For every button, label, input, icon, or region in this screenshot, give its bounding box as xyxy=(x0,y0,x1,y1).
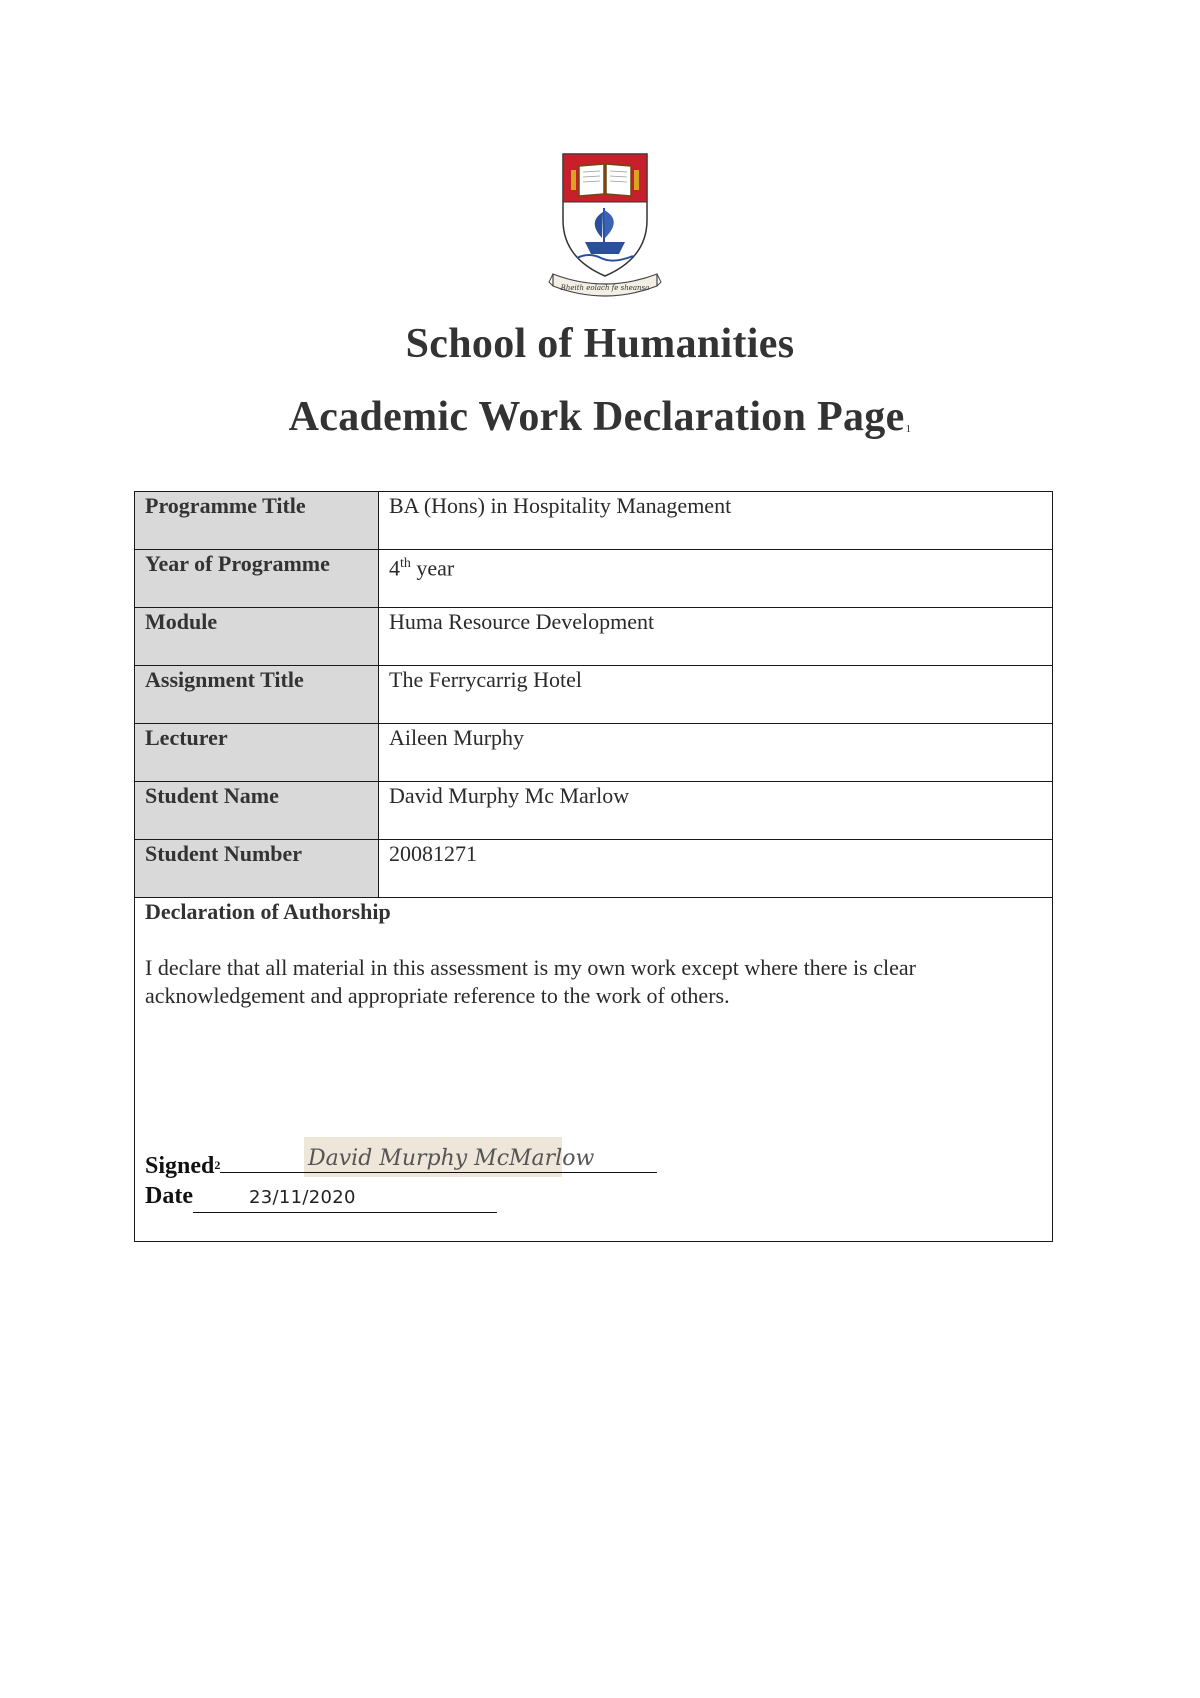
table-row-module xyxy=(135,608,1053,666)
footnote-marker-2: 2 xyxy=(214,1158,221,1172)
year-of-programme-label: Year of Programme xyxy=(135,550,379,608)
page-title-declaration xyxy=(0,393,1200,441)
footnote-marker-1: 1 xyxy=(905,423,912,435)
date-line xyxy=(145,1182,497,1213)
table-row-student-number xyxy=(135,840,1053,898)
programme-title-value: BA (Hons) in Hospitality Management xyxy=(379,492,1053,550)
signed-label: Signed xyxy=(145,1153,215,1179)
declaration-heading: Declaration of Authorship xyxy=(145,899,391,924)
date-label: Date xyxy=(145,1183,193,1209)
signature-text: David Murphy McMarlow xyxy=(308,1146,595,1171)
table-row-year-of-programme xyxy=(135,550,1053,608)
date-value: 23/11/2020 xyxy=(193,1184,497,1213)
table-row-student-name xyxy=(135,782,1053,840)
crest-motto: Bheith eolach fe sheansa xyxy=(560,284,650,292)
lecturer-value: Aileen Murphy xyxy=(379,724,1053,782)
year-number: 4 xyxy=(389,555,400,581)
signed-line xyxy=(145,1150,657,1183)
student-number-value: 20081271 xyxy=(379,840,1053,898)
assignment-title-label: Assignment Title xyxy=(135,666,379,724)
table-row-declaration xyxy=(135,898,1053,1242)
school-title-text: School of Humanities xyxy=(405,321,795,367)
table-row-programme-title xyxy=(135,492,1053,550)
student-number-label: Student Number xyxy=(135,840,379,898)
signature-underline xyxy=(220,1150,657,1173)
assignment-title-value: The Ferrycarrig Hotel xyxy=(379,666,1053,724)
declaration-table xyxy=(134,491,1053,1242)
table-row-lecturer xyxy=(135,724,1053,782)
lecturer-label: Lecturer xyxy=(135,724,379,782)
year-word: year xyxy=(410,555,455,581)
module-label: Module xyxy=(135,608,379,666)
declaration-cell xyxy=(135,898,1053,1242)
university-crest-logo xyxy=(549,150,661,300)
declaration-text: I declare that all material in this assessment is my own work except where there is clear acknowledgement and appropriate reference to the work of others. xyxy=(145,955,916,1008)
year-ordinal-suffix: th xyxy=(400,556,411,571)
programme-title-label: Programme Title xyxy=(135,492,379,550)
student-name-label: Student Name xyxy=(135,782,379,840)
table-row-assignment-title xyxy=(135,666,1053,724)
declaration-title-text: Academic Work Declaration Page xyxy=(288,394,905,440)
module-value: Huma Resource Development xyxy=(379,608,1053,666)
student-name-value: David Murphy Mc Marlow xyxy=(379,782,1053,840)
year-of-programme-value xyxy=(379,550,1053,608)
page-title-school xyxy=(0,320,1200,368)
